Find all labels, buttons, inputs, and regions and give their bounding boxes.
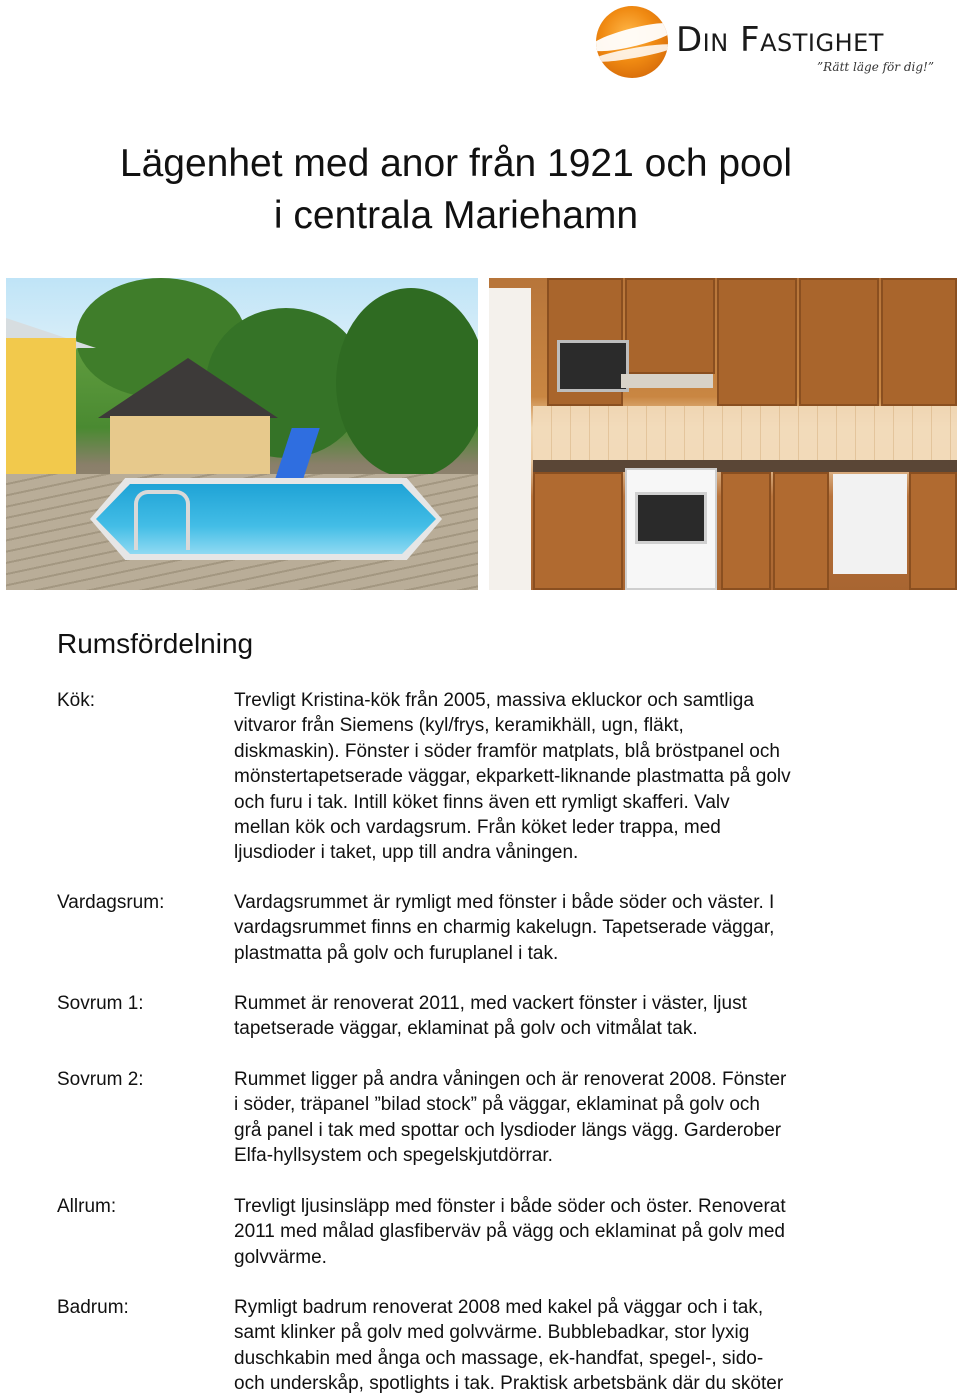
room-description [234, 1295, 860, 1397]
description-line: vardagsrummet finns en charmig kakelugn. Tapetserade väggar, [234, 917, 775, 939]
section-heading: Rumsfördelning [57, 628, 254, 659]
room-label: Vardagsrum: [57, 892, 165, 913]
description-line: grå panel i tak med spottar och lysdioder längs vägg. Garderober [234, 1119, 782, 1141]
pool-photo [6, 278, 478, 590]
description-line: samt klinker på golv med golvvärme. Bubblebadkar, stor lyxig [234, 1322, 750, 1344]
description-line: Elfa-hyllsystem och spegelskjutdörrar. [234, 1145, 553, 1167]
room-label: Kök: [57, 690, 96, 711]
description-line: golvvärme. [234, 1246, 327, 1268]
logo-emblem-icon [596, 6, 668, 78]
description-line: duschkabin med ånga och massage, ek-handfat, spegel-, sido- [234, 1347, 764, 1369]
room-description [234, 890, 860, 966]
listing-title [0, 138, 912, 242]
description-line: och furu i tak. Intill köket finns även ett rymligt skafferi. Valv [234, 791, 730, 813]
description-line: i söder, träpanel ”bilad stock” på väggar, eklaminat på golv och [234, 1094, 760, 1116]
description-line: Rymligt badrum renoverat 2008 med kakel på väggar och i tak, [234, 1297, 764, 1318]
description-line: ljusdioder i taket, upp till andra våningen. [234, 842, 579, 864]
description-line: mellan kök och vardagsrum. Från köket leder trappa, med [234, 817, 721, 839]
room-label: Allrum: [57, 1196, 117, 1217]
description-line: Rummet är renoverat 2011, med vackert fönster i väster, ljust [234, 993, 747, 1014]
description-line: Trevligt ljusinsläpp med fönster i både söder och öster. Renoverat [234, 1196, 786, 1217]
title-line-1: Lägenhet med anor från 1921 och pool [119, 142, 793, 185]
room-description [234, 1194, 860, 1270]
logo-name: Din Fastighet [676, 20, 884, 60]
description-line: Trevligt Kristina-kök från 2005, massiva ekluckor och samtliga [234, 690, 754, 711]
room-label: Badrum: [57, 1297, 129, 1318]
description-line: och underskåp, spotlights i tak. Praktisk arbetsbänk där du sköter [234, 1373, 784, 1395]
description-line: Vardagsrummet är rymligt med fönster i både söder och väster. I [234, 892, 775, 913]
description-line: vitvaror från Siemens (kyl/frys, keramikhäll, ugn, fläkt, [234, 715, 684, 737]
description-line: Rummet ligger på andra våningen och är renoverat 2008. Fönster [234, 1069, 787, 1090]
description-line: plastmatta på golv och furuplanel i tak. [234, 942, 559, 964]
description-line: mönstertapetserade väggar, ekparkett-liknande plastmatta på golv [234, 766, 791, 788]
title-line-2: i centrala Mariehamn [273, 194, 639, 237]
room-label: Sovrum 2: [57, 1069, 144, 1090]
description-line: tapetserade väggar, eklaminat på golv och vitmålat tak. [234, 1018, 698, 1040]
room-description [234, 688, 860, 866]
description-line: diskmaskin). Fönster i söder framför matplats, blå bröstpanel och [234, 740, 780, 762]
description-line: 2011 med målad glasfiberväv på vägg och eklaminat på golv med [234, 1221, 785, 1243]
kitchen-photo [489, 278, 957, 590]
room-description [234, 991, 860, 1042]
room-label: Sovrum 1: [57, 993, 144, 1014]
company-logo [592, 4, 944, 78]
room-description [234, 1067, 860, 1169]
logo-tagline: ”Rätt läge för dig!” [816, 60, 934, 74]
